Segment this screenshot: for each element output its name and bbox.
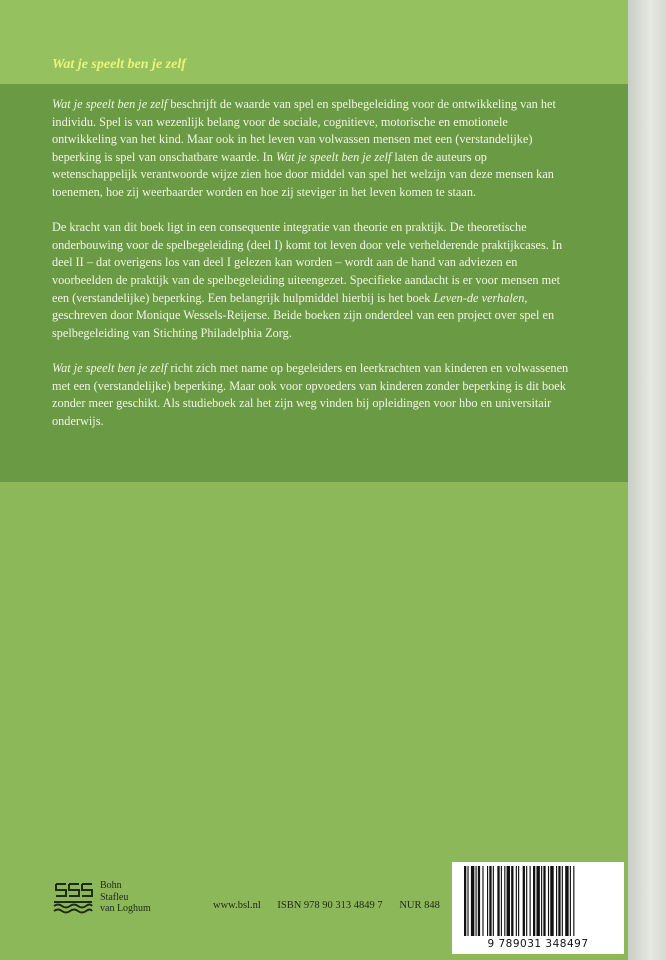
italic-title: Wat je speelt ben je zelf	[52, 360, 168, 375]
barcode-bar	[516, 866, 517, 936]
barcode-bar	[487, 866, 488, 936]
paragraph-3	[52, 360, 574, 430]
paragraph-text: laten de auteurs op wetenschappelijk verantwoorde wijze zien hoe door middel van spel het welzijn van deze mensen kan toenemen, hoe zij weerbaarder worden en hoe zij steviger in het leven komen te staan.	[52, 149, 554, 199]
blurb-text	[52, 96, 574, 448]
barcode-bar	[478, 866, 480, 936]
italic-title: Wat je speelt ben je zelf	[276, 149, 392, 164]
barcode-bar	[489, 866, 491, 936]
italic-title: Wat je speelt ben je zelf	[52, 97, 168, 111]
barcode-bar	[565, 866, 568, 936]
barcode-bar	[482, 866, 483, 936]
barcode-bar	[523, 866, 525, 936]
barcode-number: 9 789031 348497	[487, 938, 589, 950]
barcode-bar	[570, 866, 571, 936]
footer-info	[213, 900, 454, 911]
paragraph-text: De kracht van dit boek ligt in een consequente integratie van theorie en praktijk. De theoretische onderbouwing voor de spelbegeleiding (deel I) komt tot leven door vele verhelderende praktijkcases. In deel II – dat overigens los van deel I gelezen kan worden – wordt aan de hand van adviezen en voorbeelden de praktijk van de spelbegeleiding uiteengezet. Specifieke aandacht is er voor mensen met een (verstandelijke) beperking. Een belangrijk hulpmiddel hierbij is het boek	[52, 220, 563, 305]
barcode-bar	[471, 866, 474, 936]
publisher-line: Stafleu	[100, 891, 129, 903]
publisher-name	[100, 880, 151, 915]
barcode-bar	[541, 866, 542, 936]
nur-text: NUR 848	[399, 900, 440, 911]
bsl-logo-icon	[52, 878, 94, 916]
publisher-line: van Loghum	[100, 903, 151, 914]
barcode-bar	[543, 866, 545, 936]
barcode-bar	[476, 866, 477, 936]
barcode-bar	[530, 866, 531, 936]
barcode-bar	[558, 866, 560, 936]
barcode-bar	[507, 866, 510, 936]
barcode-bars	[462, 866, 614, 936]
barcode-bar	[467, 866, 468, 936]
barcode-bar	[518, 866, 519, 936]
website-text: www.bsl.nl	[213, 900, 261, 911]
paragraph-text: richt zich met name op begeleiders en leerkrachten van kinderen en volwassenen met een (verstandelijke) beperking. Maar ook voor opvoeders van kinderen zonder beperking is dit boek zonder meer geschikt. Als studieboek zal het zijn weg vinden bij opleidingen voor hbo en universitair onderwijs.	[52, 360, 569, 428]
barcode-bar	[562, 866, 563, 936]
barcode-bar	[464, 866, 466, 936]
barcode-bar	[550, 866, 553, 936]
publisher-line: Bohn	[100, 880, 122, 891]
barcode-bar	[497, 866, 499, 936]
barcode	[452, 862, 624, 954]
barcode-bar	[556, 866, 557, 936]
barcode-bar	[536, 866, 539, 936]
barcode-bar	[504, 866, 505, 936]
barcode-bar	[511, 866, 513, 936]
barcode-bar	[493, 866, 494, 936]
barcode-bar	[573, 866, 574, 936]
paragraph-1	[52, 96, 574, 202]
isbn-text: ISBN 978 90 313 4849 7	[277, 900, 383, 911]
paragraph-2	[52, 219, 574, 342]
barcode-bar	[526, 866, 527, 936]
paragraph-text: , geschreven door Monique Wessels-Reijerse. Beide boeken zijn onderdeel van een project over spel en spelbegeleiding van Stichting Philadelphia Zorg.	[52, 290, 555, 340]
paragraph-text: beschrijft de waarde van spel en spelbegeleiding voor de ontwikkeling van het individu. Spel is van wezenlijk belang voor de sociale, cognitieve, motorische en emotionele ontwikkeling van het kind. Maar ook in het leven van volwassen mensen met een (verstandelijke) beperking is spel van onschatbare waarde. In	[52, 97, 556, 164]
barcode-bar	[501, 866, 502, 936]
publisher-block	[52, 878, 151, 916]
barcode-bar	[548, 866, 549, 936]
italic-book-reference: Leven-de verhalen	[433, 290, 525, 305]
barcode-bar	[533, 866, 535, 936]
page-edge	[628, 0, 666, 960]
book-title: Wat je speelt ben je zelf	[52, 57, 186, 72]
